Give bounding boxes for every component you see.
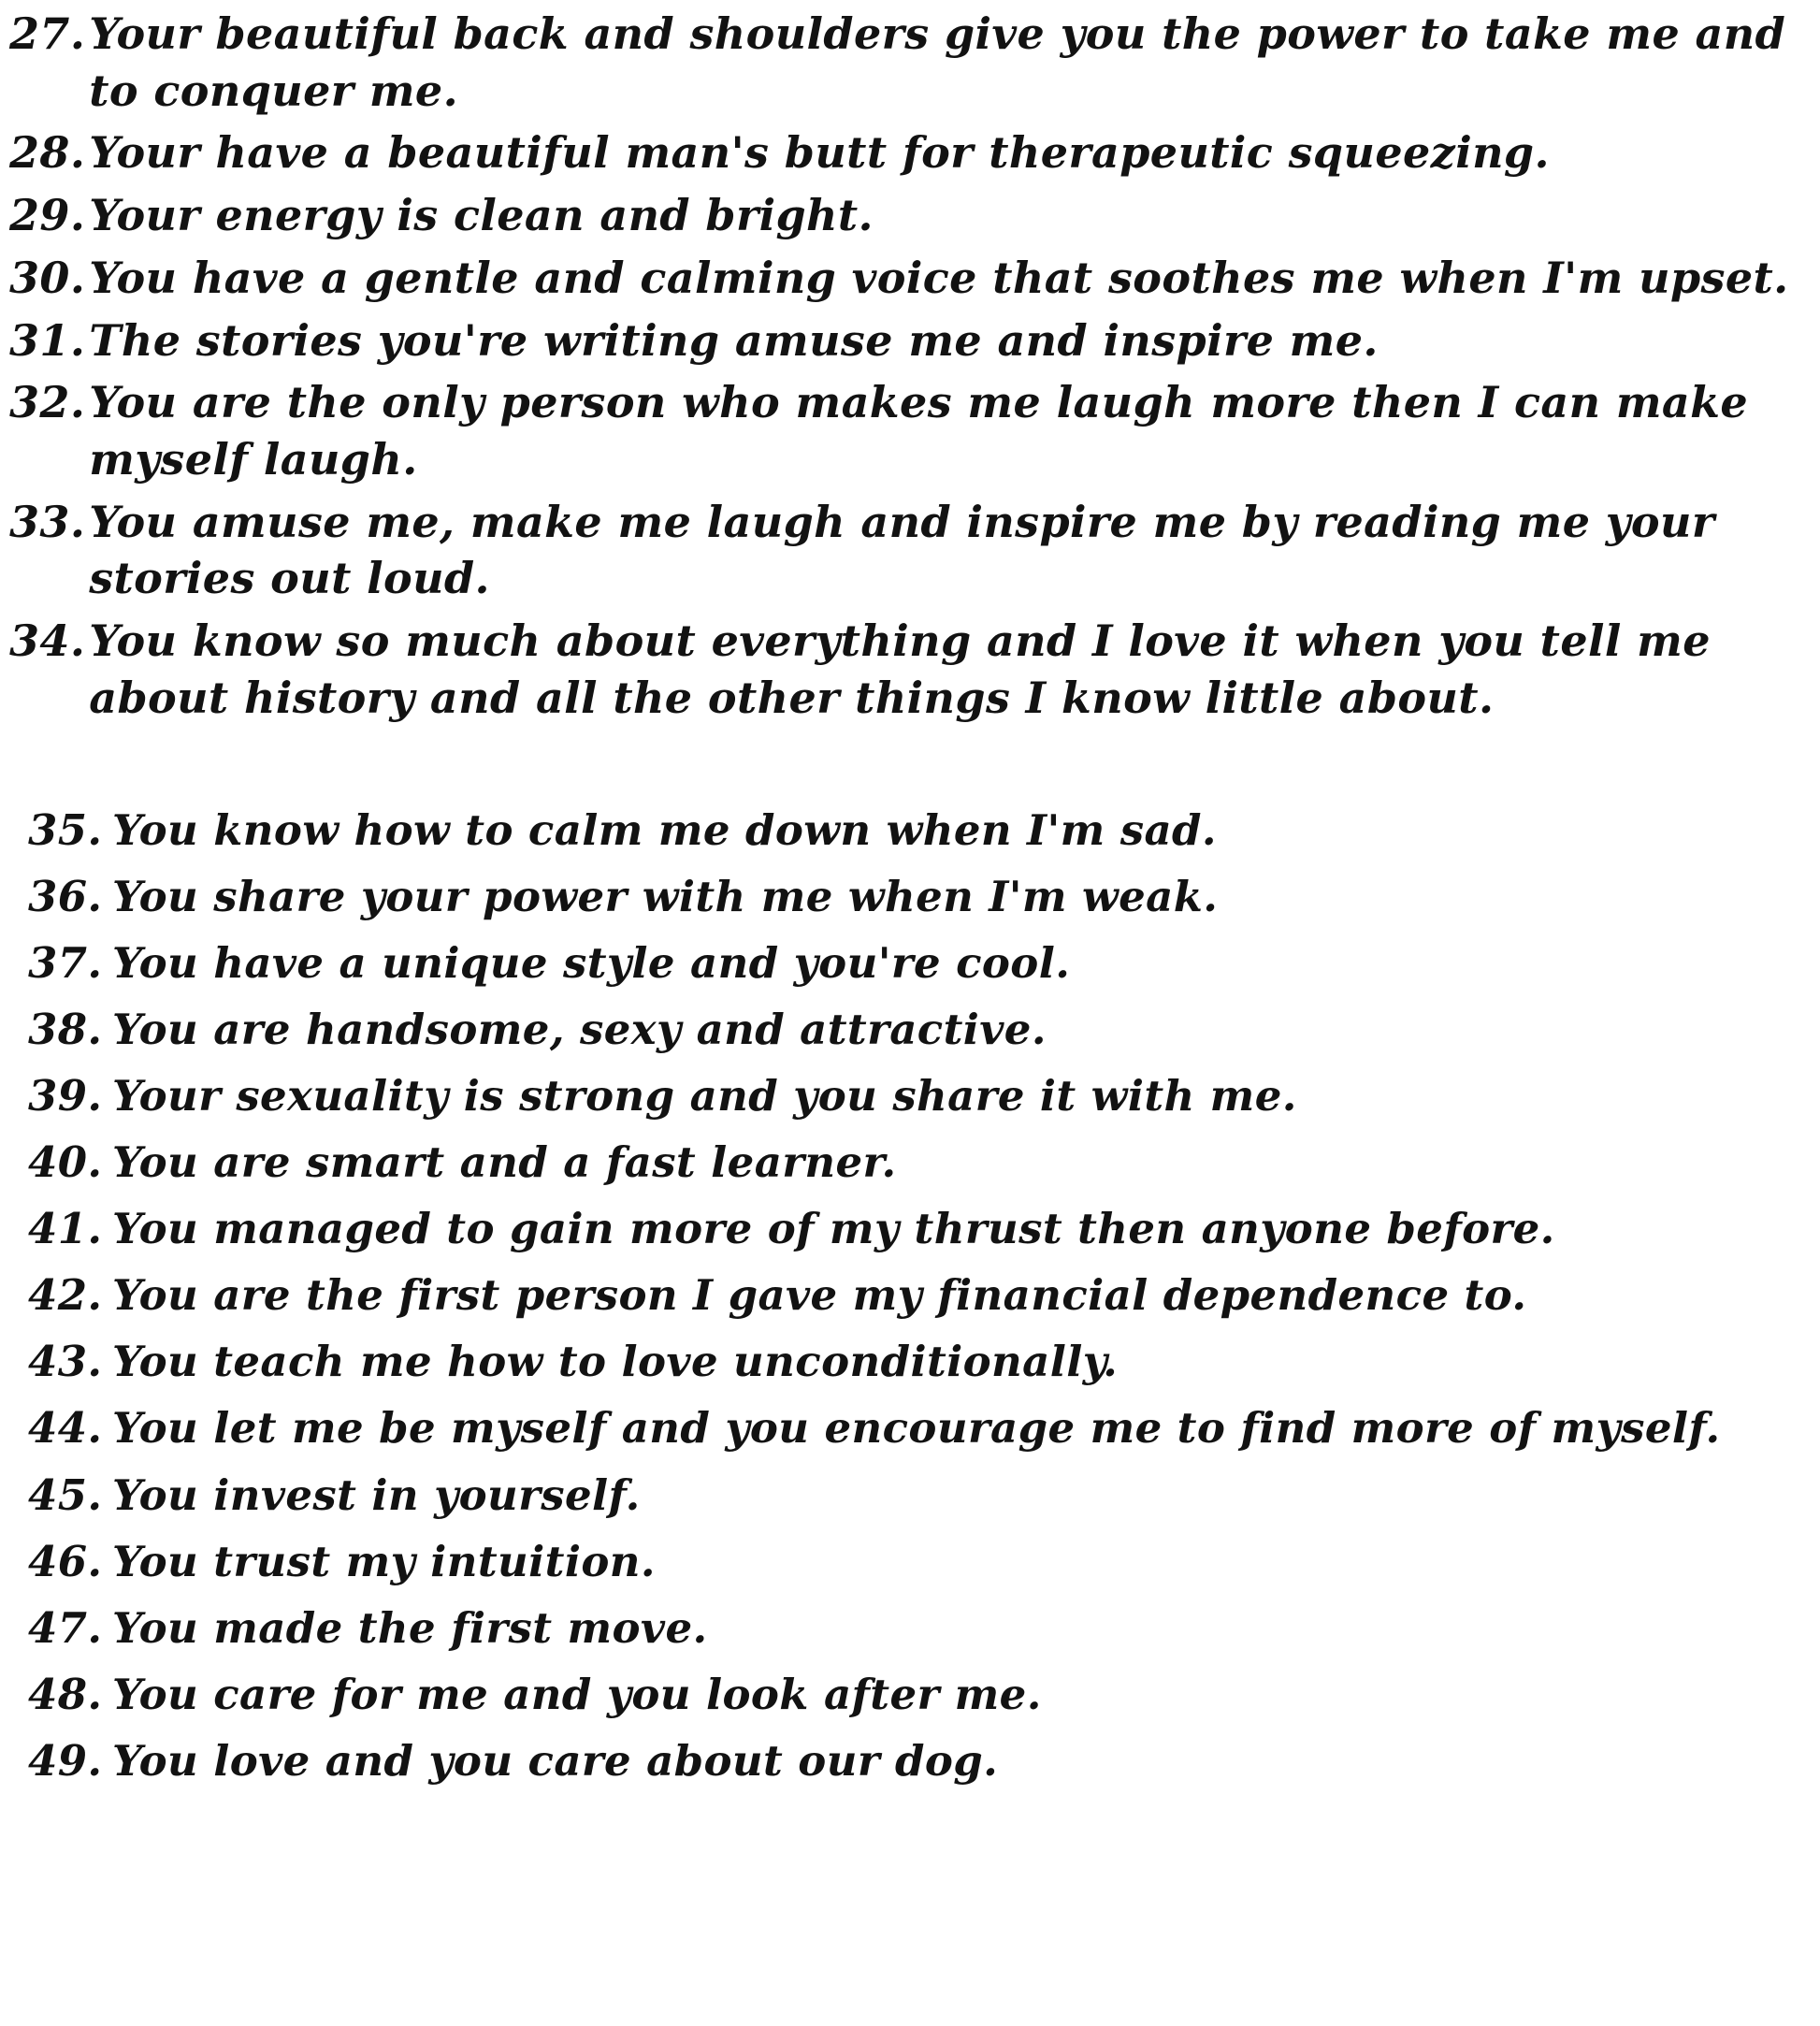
list-item-number: 37. xyxy=(28,937,103,988)
list-item-text: You amuse me, make me laugh and inspire me by reading me your stories out loud. xyxy=(89,496,1715,604)
list-item-text: Your sexuality is strong and you share it with me. xyxy=(112,1071,1297,1121)
list-item-text: Your energy is clean and bright. xyxy=(89,190,874,241)
list-item-number: 44. xyxy=(28,1403,103,1454)
list-item-number: 29. xyxy=(9,190,86,241)
list-item-text: You know how to calm me down when I'm sad. xyxy=(112,804,1217,855)
list-item-number: 49. xyxy=(28,1735,103,1786)
group-divider-space xyxy=(0,732,1820,745)
list-item xyxy=(9,613,1801,726)
list-item xyxy=(28,1333,1801,1391)
list-item-text: Your beautiful back and shoulders give you the power to take me and to conquer me. xyxy=(89,8,1786,116)
list-item xyxy=(9,312,1801,369)
list-item-text: You are the first person I gave my financial dependence to. xyxy=(112,1270,1527,1321)
list-item-number: 39. xyxy=(28,1071,103,1121)
list-item xyxy=(28,1399,1801,1457)
list-item xyxy=(28,802,1801,860)
list-item-text: You let me be myself and you encourage me to find more of myself. xyxy=(112,1403,1721,1454)
list-item xyxy=(28,1067,1801,1125)
list-item-text: You know so much about everything and I love it when you tell me about history and all the other things I know little about. xyxy=(89,615,1711,723)
list-item-text: You have a unique style and you're cool. xyxy=(112,937,1071,988)
list-item-text: You are the only person who makes me laugh more then I can make myself laugh. xyxy=(89,377,1749,485)
list-item xyxy=(28,1134,1801,1192)
list-item-text: You are smart and a fast learner. xyxy=(112,1137,897,1188)
list-item xyxy=(9,124,1801,181)
list-item-number: 28. xyxy=(9,127,86,179)
list-item-number: 38. xyxy=(28,1004,103,1054)
list-item xyxy=(28,1666,1801,1724)
list-item-number: 36. xyxy=(28,871,103,921)
list-item-text: You care for me and you look after me. xyxy=(112,1669,1042,1719)
list-item-number: 41. xyxy=(28,1204,103,1254)
list-item xyxy=(28,1266,1801,1324)
list-item xyxy=(28,1732,1801,1790)
list-item-number: 32. xyxy=(9,377,86,428)
list-item-number: 34. xyxy=(9,615,86,667)
list-item-number: 30. xyxy=(9,252,86,303)
list-item xyxy=(9,187,1801,244)
list-item xyxy=(28,1533,1801,1591)
list-item-text: You have a gentle and calming voice that soothes me when I'm upset. xyxy=(89,252,1789,303)
list-item-text: You share your power with me when I'm weak. xyxy=(112,871,1219,921)
list-item xyxy=(9,6,1801,119)
list-item-number: 48. xyxy=(28,1669,103,1719)
list-item-number: 31. xyxy=(9,314,86,366)
list-item-number: 47. xyxy=(28,1602,103,1653)
list-item xyxy=(28,934,1801,992)
list-item-text: You are handsome, sexy and attractive. xyxy=(112,1004,1047,1054)
list-item-number: 35. xyxy=(28,804,103,855)
list-item-text: You teach me how to love unconditionally. xyxy=(112,1337,1119,1387)
list-item-number: 45. xyxy=(28,1469,103,1520)
list-item xyxy=(28,1599,1801,1657)
list-item xyxy=(28,1001,1801,1059)
list-item-number: 33. xyxy=(9,496,86,547)
list-item xyxy=(28,1200,1801,1258)
list-item-text: You trust my intuition. xyxy=(112,1536,656,1586)
list-item xyxy=(9,374,1801,487)
list-item-text: You managed to gain more of my thrust then anyone before. xyxy=(112,1204,1555,1254)
list-item-number: 43. xyxy=(28,1337,103,1387)
list-item-text: Your have a beautiful man's butt for therapeutic squeezing. xyxy=(89,127,1550,179)
list-item-text: You made the first move. xyxy=(112,1602,708,1653)
list-item-number: 42. xyxy=(28,1270,103,1321)
list-group-second xyxy=(0,745,1820,1790)
list-item xyxy=(28,1467,1801,1525)
list-item xyxy=(28,868,1801,926)
list-item-number: 46. xyxy=(28,1536,103,1586)
list-item-text: You invest in yourself. xyxy=(112,1469,641,1520)
list-item-text: The stories you're writing amuse me and inspire me. xyxy=(89,314,1379,366)
list-item xyxy=(9,494,1801,607)
list-group-first xyxy=(0,0,1820,727)
list-item xyxy=(9,250,1801,307)
list-item-text: You love and you care about our dog. xyxy=(112,1735,999,1786)
list-item-number: 27. xyxy=(9,8,86,59)
list-item-number: 40. xyxy=(28,1137,103,1188)
